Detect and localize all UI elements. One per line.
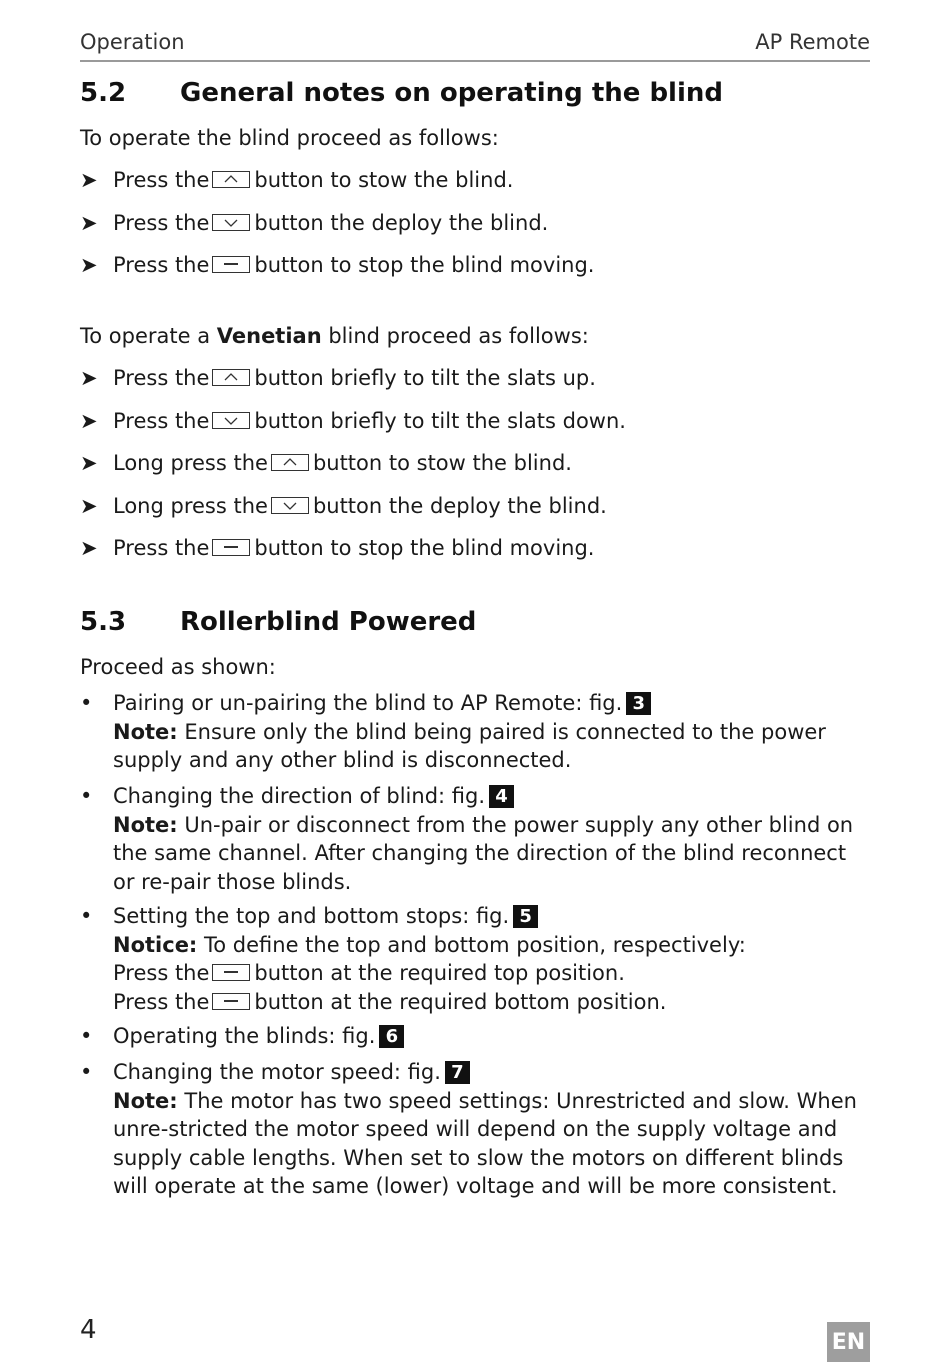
arrow-bullet-icon: ➤ <box>80 409 98 433</box>
manual-page: Operation AP Remote 5.2 General notes on operating the blind To operate the blind proceed as follows: ➤ Press the button to stow the blind. ➤ Press the button the deploy the blind. ➤ Press the button to stop the blind moving. To operate a Venetian blind proceed as follows: ➤ Press the button briefly to tilt the slats up. ➤ Press the button briefly to tilt the slats down. ➤ Long press the button to stow the blind. ➤ Long press the button the deploy the blind. ➤ Press the button to stop the blind moving. 5.3 Rollerblind Powered Proceed as shown: • Pairing or un-pairing the blind to AP Remote: fig. 3 Note: Ensure only the blind being paired is connected to the power supply and any other blind is disconnected. • Changing the direction of blind: fig. 4 Note: Un-pair or disconnect from the power supply any other blind on the same channel. After changing the direction of the blind reconnect or re-pair those blinds. • Setting the top and bottom stops: fig. 5 Notice: To define the top and bottom position, respectively: Press the button at the required top position. Press the button at the required bottom position. • Operating the blinds: fig. 6 • Changing the motor speed: fig. 7 Note: The motor has two speed settings: Unrestricted and slow. When unre-stricted the motor speed will depend on the supply voltage and supply cable lengths. When set to slow the motors on different blinds will operate at the same (lower) voltage and will be more consistent. 4 EN <box>0 0 950 1365</box>
header-product-name: AP Remote <box>755 30 870 54</box>
figure-ref-badge: 3 <box>626 692 651 715</box>
note-label: Note: <box>113 719 178 744</box>
arrow-bullet-icon: ➤ <box>80 253 98 277</box>
header-section-label: Operation <box>80 30 185 54</box>
list-item: • Pairing or un-pairing the blind to AP Remote: fig. 3 Note: Ensure only the blind being paired is connected to the power supply and any other blind is disconnected. <box>80 691 826 772</box>
figure-ref-badge: 6 <box>379 1025 404 1048</box>
bullet-dot-icon: • <box>80 691 93 715</box>
figure-ref-badge: 5 <box>513 905 538 928</box>
down-button-icon <box>271 497 309 514</box>
note-label: Note: <box>113 1088 178 1113</box>
up-button-icon <box>212 369 250 386</box>
intro-paragraph: Proceed as shown: <box>80 655 276 679</box>
arrow-bullet-icon: ➤ <box>80 211 98 235</box>
figure-ref-badge: 7 <box>445 1061 470 1084</box>
notice-label: Notice: <box>113 932 198 957</box>
venetian-intro-paragraph: To operate a Venetian blind proceed as follows: <box>80 324 589 348</box>
list-item: • Changing the direction of blind: fig. 4 Note: Un-pair or disconnect from the power supply any other blind on the same channel. After changing the direction of the blind reconnect or re-pair those blinds. <box>80 784 854 894</box>
stop-button-icon <box>212 964 250 981</box>
section-number: 5.2 <box>80 78 127 108</box>
stop-button-icon <box>212 993 250 1010</box>
arrow-bullet-icon: ➤ <box>80 451 98 475</box>
list-item: • Setting the top and bottom stops: fig. 5 Notice: To define the top and bottom position, respectively: Press the button at the required top position. Press the button at the required bottom position. <box>80 904 746 1014</box>
section-heading-5-3 <box>80 607 476 637</box>
page-header <box>80 28 870 62</box>
list-item: • Changing the motor speed: fig. 7 Note: The motor has two speed settings: Unrestricted and slow. When unre-stricted the motor speed will depend on the supply voltage and supply cable lengths. When set to slow the motors on different blinds will operate at the same (lower) voltage and will be more consistent. <box>80 1060 857 1198</box>
note-label: Note: <box>113 812 178 837</box>
arrow-bullet-icon: ➤ <box>80 168 98 192</box>
section-number: 5.3 <box>80 607 127 637</box>
language-badge: EN <box>827 1322 870 1362</box>
arrow-bullet-icon: ➤ <box>80 494 98 518</box>
arrow-bullet-icon: ➤ <box>80 536 98 560</box>
up-button-icon <box>212 171 250 188</box>
stop-button-icon <box>212 256 250 273</box>
section-heading-5-2 <box>80 78 723 108</box>
list-item: • Operating the blinds: fig. 6 <box>80 1022 870 1051</box>
up-button-icon <box>271 454 309 471</box>
bullet-dot-icon: • <box>80 1024 93 1048</box>
stop-button-icon <box>212 539 250 556</box>
down-button-icon <box>212 214 250 231</box>
intro-paragraph: To operate the blind proceed as follows: <box>80 126 499 150</box>
figure-ref-badge: 4 <box>489 785 514 808</box>
bullet-dot-icon: • <box>80 1060 93 1084</box>
bullet-dot-icon: • <box>80 904 93 928</box>
down-button-icon <box>212 412 250 429</box>
arrow-bullet-icon: ➤ <box>80 366 98 390</box>
bullet-dot-icon: • <box>80 784 93 808</box>
section-title: Rollerblind Powered <box>180 607 477 637</box>
page-number: 4 <box>80 1315 97 1345</box>
section-title: General notes on operating the blind <box>180 78 724 108</box>
